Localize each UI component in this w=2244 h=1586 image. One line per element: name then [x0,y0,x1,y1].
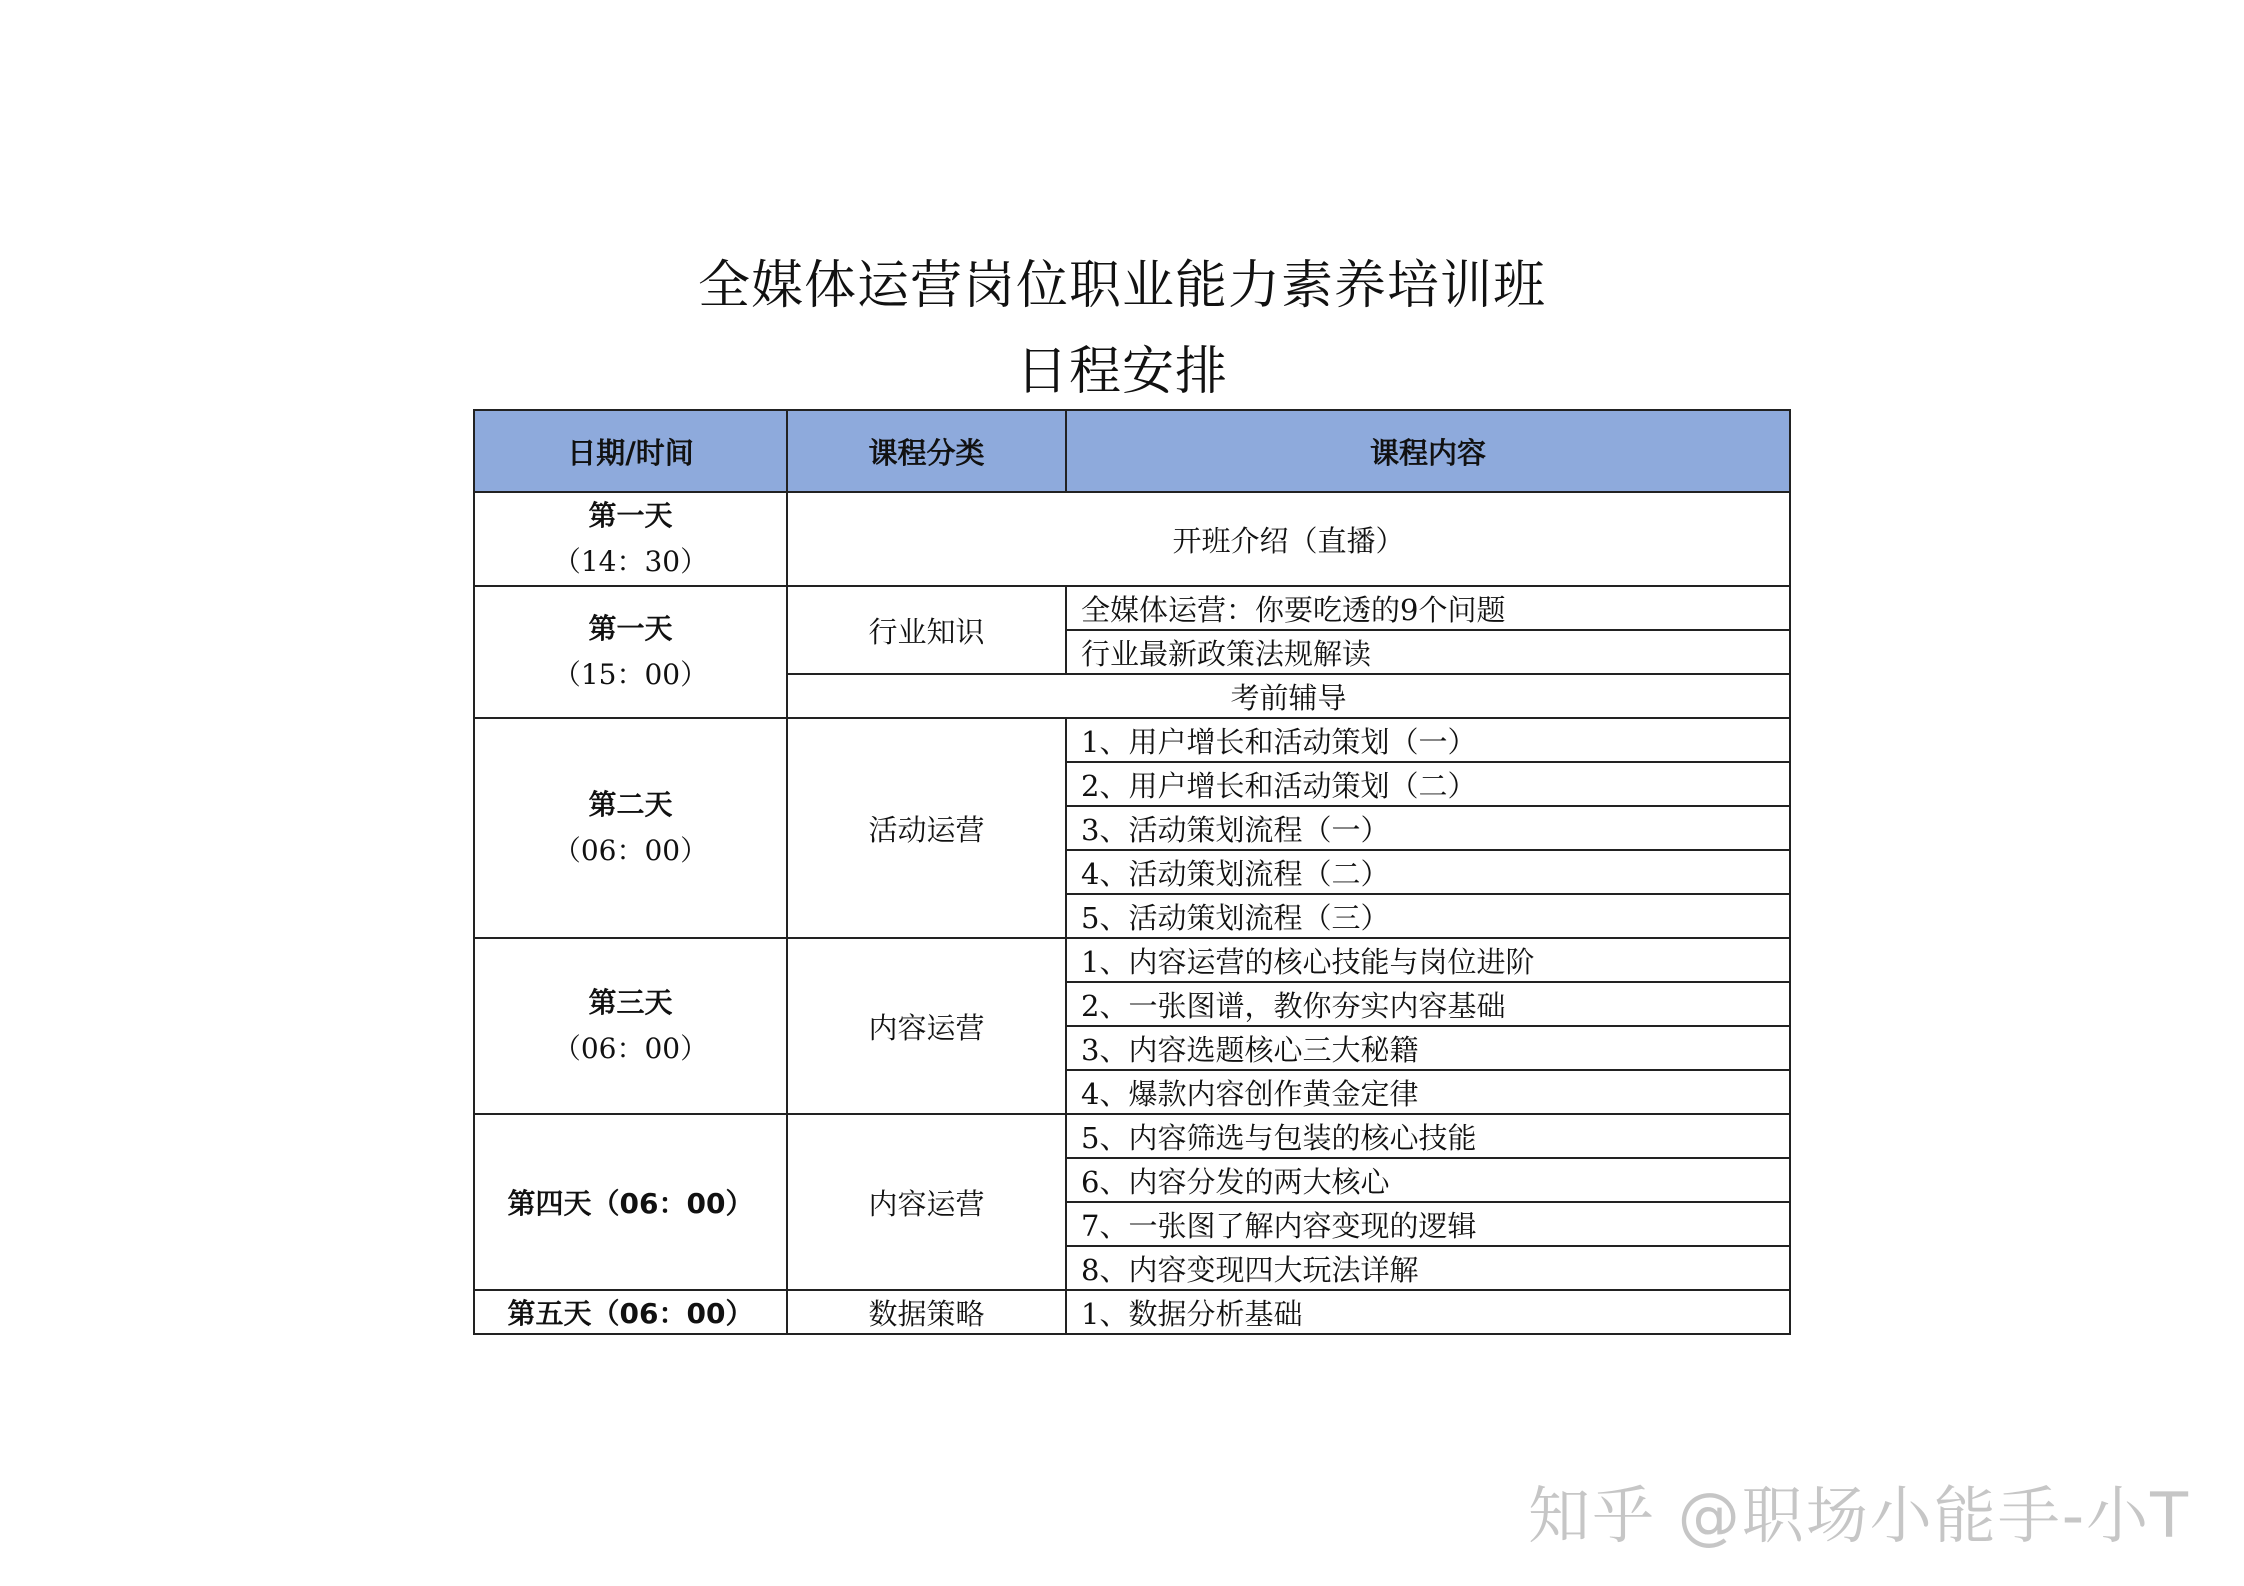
content-item: 5、活动策划流程（三） [1066,894,1790,938]
table-row [474,586,1790,630]
content-item: 2、一张图谱，教你夯实内容基础 [1066,982,1790,1026]
header-content: 课程内容 [1066,410,1790,492]
content-item: 1、用户增长和活动策划（一） [1066,718,1790,762]
schedule-table [473,409,1791,1335]
content-item: 1、数据分析基础 [1066,1290,1790,1334]
table-row [474,492,1790,586]
content-item: 3、活动策划流程（一） [1066,806,1790,850]
content-item: 8、内容变现四大玩法详解 [1066,1246,1790,1290]
date-cell [474,586,787,718]
document-title: 全媒体运营岗位职业能力素养培训班 [697,256,1546,316]
header-category: 课程分类 [787,410,1066,492]
table-row [474,938,1790,982]
date-cell [474,718,787,938]
time-label: （06：00） [552,834,709,867]
date-cell: 第四天（06：00） [474,1114,787,1290]
category-cell: 活动运营 [787,718,1066,938]
table-row [474,718,1790,762]
zhihu-watermark: 知乎 @职场小能手-小T [1528,1479,2190,1552]
table-header-row [474,410,1790,492]
category-cell: 数据策略 [787,1290,1066,1334]
header-date-time: 日期/时间 [474,410,787,492]
day-label: 第三天 [588,986,673,1019]
day-label: 第二天 [588,788,673,821]
merged-content-cell: 考前辅导 [787,674,1790,718]
time-label: （15：00） [552,658,709,691]
time-label: （14：30） [552,545,709,578]
table-row [474,1290,1790,1334]
date-cell [474,938,787,1114]
day-label: 第一天 [588,499,673,532]
content-item: 7、一张图了解内容变现的逻辑 [1066,1202,1790,1246]
category-cell: 内容运营 [787,1114,1066,1290]
content-item: 全媒体运营：你要吃透的9个问题 [1066,586,1790,630]
content-item: 3、内容选题核心三大秘籍 [1066,1026,1790,1070]
document-subtitle: 日程安排 [1015,342,1228,402]
table-row [474,1114,1790,1158]
day-label: 第一天 [588,612,673,645]
content-item: 4、活动策划流程（二） [1066,850,1790,894]
date-cell [474,492,787,586]
time-label: （06：00） [552,1032,709,1065]
content-item: 5、内容筛选与包装的核心技能 [1066,1114,1790,1158]
content-item: 2、用户增长和活动策划（二） [1066,762,1790,806]
merged-content-cell: 开班介绍（直播） [787,492,1790,586]
content-item: 4、爆款内容创作黄金定律 [1066,1070,1790,1114]
content-item: 行业最新政策法规解读 [1066,630,1790,674]
date-cell: 第五天（06：00） [474,1290,787,1334]
content-item: 6、内容分发的两大核心 [1066,1158,1790,1202]
category-cell: 内容运营 [787,938,1066,1114]
content-item: 1、内容运营的核心技能与岗位进阶 [1066,938,1790,982]
category-cell: 行业知识 [787,586,1066,674]
